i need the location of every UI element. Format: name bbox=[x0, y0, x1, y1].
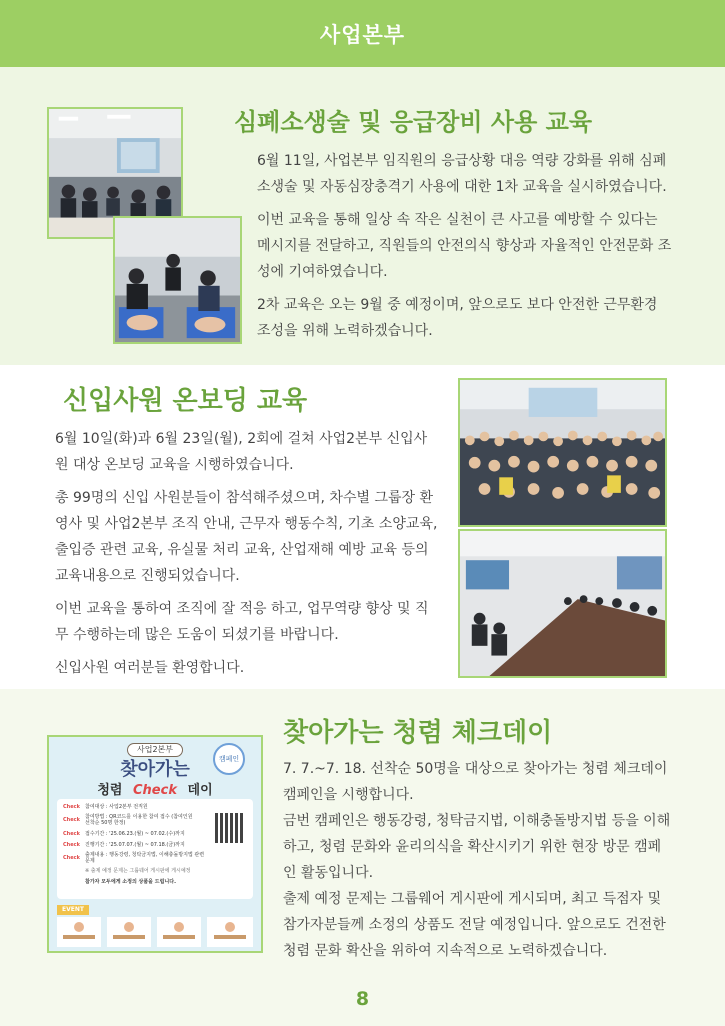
onboarding-paragraph-1: 6월 10일(화)과 6월 23일(월), 2회에 걸쳐 사업2본부 신입사원 대상 온보딩 교육을 시행하였습니다. bbox=[55, 431, 428, 473]
check-tag: Check bbox=[63, 855, 80, 861]
cpr-paragraph-3: 2차 교육은 오는 9월 중 예정이며, 앞으로도 보다 안전한 근무환경 조성을 위해 노력하겠습니다. bbox=[257, 297, 658, 339]
check-tag: Check bbox=[63, 830, 80, 837]
poster-row-text: 참여대상 : 사업2본부 전직원 bbox=[85, 804, 148, 810]
page-number: 8 bbox=[355, 988, 370, 1010]
check-tag: Check bbox=[63, 841, 80, 848]
poster-subtitle-check: Check bbox=[133, 783, 177, 798]
cpr-paragraph-2: 이번 교육을 통해 일상 속 작은 실천이 큰 사고를 예방할 수 있다는 메시지를 전달하고, 직원들의 안전의식 향상과 자율적인 안전문화 조성에 기여하였습니다. bbox=[257, 212, 672, 280]
check-tag: Check bbox=[63, 817, 80, 823]
integrity-campaign-poster bbox=[47, 735, 263, 953]
cpr-paragraph-1: 6월 11일, 사업본부 임직원의 응급상황 대응 역량 강화를 위해 심폐소생술 및 자동심장충격기 사용에 대한 1차 교육을 실시하였습니다. bbox=[257, 153, 667, 195]
poster-gift-note: 참가자 모두에게 소정의 상품을 드립니다. bbox=[85, 879, 176, 885]
poster-subtitle bbox=[49, 779, 261, 798]
cpr-section-body bbox=[257, 148, 675, 351]
check-tag: Check bbox=[63, 803, 80, 810]
poster-org-tag: 사업2본부 bbox=[127, 743, 183, 757]
poster-row bbox=[63, 803, 213, 810]
qr-code-icon bbox=[215, 813, 245, 843]
onboarding-paragraph-2: 총 99명의 신입 사원분들이 참석해주셨으며, 차수별 그룹장 환영사 및 사업2본부 조직 안내, 근무자 행동수칙, 기초 소양교육, 출입증 관련 교육, 유실물 처리 교육, 산업재해 예방 교육 등의 교육내용으로 진행되었습니다. bbox=[55, 490, 438, 584]
poster-subtitle-right: 데이 bbox=[187, 783, 213, 798]
onboarding-paragraph-3: 이번 교육을 통하여 조직에 잘 적응 하고, 업무역량 향상 및 직무 수행하는데 많은 도움이 되셨기를 바랍니다. bbox=[55, 601, 429, 643]
cpr-section-title: 심폐소생술 및 응급장비 사용 교육 bbox=[234, 108, 592, 136]
poster-row-text: 접수기간 : '25.06.23.(월) ~ 07.02.(수)까지 bbox=[85, 831, 185, 837]
integrity-paragraph-3: 출제 예정 문제는 그룹웨어 게시판에 게시되며, 최고 득점자 및 참가자분들께 소정의 상품도 전달 예정입니다. 앞으로도 건전한 청렴 문화 확산을 위하여 지속적으로 노력하겠습니다. bbox=[283, 891, 666, 959]
poster-row bbox=[63, 814, 213, 826]
integrity-paragraph-1: 7. 7.~7. 18. 선착순 50명을 대상으로 찾아가는 청렴 체크데이 캠페인을 시행합니다. bbox=[283, 761, 668, 803]
cpr-practice-photo bbox=[113, 216, 242, 344]
poster-badge: 캠페인 bbox=[213, 743, 245, 775]
page-header-title: 사업본부 bbox=[319, 23, 406, 47]
poster-info-card bbox=[57, 799, 253, 899]
poster-row bbox=[63, 841, 213, 848]
header-bar bbox=[0, 0, 725, 67]
poster-row bbox=[63, 852, 213, 864]
poster-row-text: 진행기간 : '25.07.07.(월) ~ 07.18.(금)까지 bbox=[85, 842, 185, 848]
onboarding-section-body bbox=[55, 426, 440, 688]
poster-illustration bbox=[57, 917, 253, 947]
onboarding-section-title: 신입사원 온보딩 교육 bbox=[63, 386, 308, 416]
onboarding-paragraph-4: 신입사원 여러분들 환영합니다. bbox=[55, 660, 245, 676]
onboarding-group-photo bbox=[458, 378, 667, 527]
poster-note: ※ 출제 예정 문제는 그룹웨어 게시판에 게시예정 bbox=[85, 868, 191, 874]
poster-subtitle-left: 청렴 bbox=[97, 783, 123, 798]
poster-row-text: 출제내용 : 행동강령, 청탁금지법, 이해충돌방지법 관련 문제 bbox=[85, 852, 205, 864]
poster-headline: 찾아가는 bbox=[120, 759, 190, 780]
integrity-section-title: 찾아가는 청렴 체크데이 bbox=[283, 718, 553, 748]
poster-info-rows bbox=[63, 803, 213, 885]
poster-footer-tag: EVENT bbox=[57, 905, 89, 915]
onboarding-meeting-photo bbox=[458, 529, 667, 678]
integrity-paragraph-2: 금번 캠페인은 행동강령, 청탁금지법, 이해충돌방지법 등을 이해하고, 청렴 문화와 윤리의식을 확산시키기 위한 현장 방문 캠페인 활동입니다. bbox=[283, 813, 671, 881]
poster-row bbox=[63, 830, 213, 837]
integrity-section-body bbox=[283, 756, 673, 964]
poster-row-text: 참여방법 : QR코드를 이용한 참여 접수 (참여인원 선착순 50명 한정) bbox=[85, 814, 193, 826]
